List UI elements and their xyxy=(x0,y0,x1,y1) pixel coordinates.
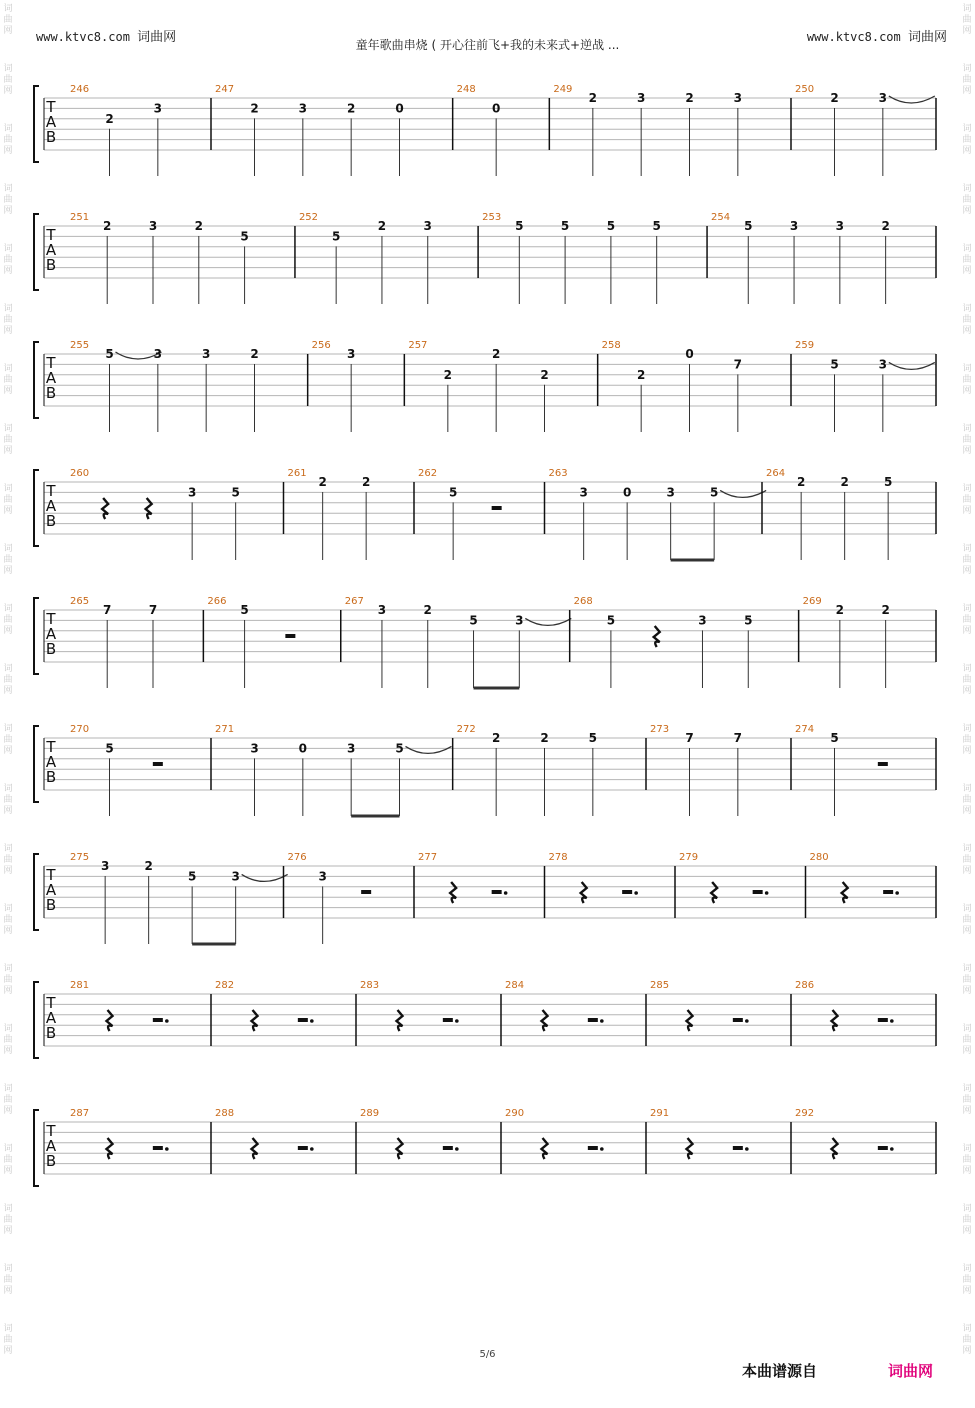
measure-number: 259 xyxy=(795,340,815,351)
fret-number: 2 xyxy=(830,91,839,105)
fret-number: 0 xyxy=(298,741,308,756)
quarter-rest xyxy=(581,882,587,903)
measure-number: 258 xyxy=(601,340,621,351)
measure-number: 256 xyxy=(311,340,331,351)
rest-dot xyxy=(310,1147,314,1151)
tab-clef-letter: B xyxy=(45,640,57,658)
watermark-label: 词 曲 网 xyxy=(3,544,13,576)
rest-dot xyxy=(455,1147,459,1151)
fret-number: 3 xyxy=(636,91,646,105)
fret-number: 3 xyxy=(346,347,356,361)
tab-clef-letter: B xyxy=(45,1152,57,1170)
tab-clef-letter: A xyxy=(45,753,57,771)
watermark-label: 词 曲 网 xyxy=(962,784,972,816)
fret-number: 3 xyxy=(789,219,799,233)
measure-number: 274 xyxy=(795,724,815,735)
watermark-label: 词 曲 网 xyxy=(962,364,972,396)
measure-number: 257 xyxy=(408,340,428,351)
fret-number: 3 xyxy=(698,613,707,628)
watermark-label: 词 曲 网 xyxy=(3,1144,13,1176)
tab-clef-letter: T xyxy=(46,1122,56,1140)
half-rest xyxy=(733,1146,743,1150)
half-rest xyxy=(153,1018,163,1022)
fret-number: 2 xyxy=(881,219,890,233)
quarter-rest xyxy=(397,1010,403,1031)
fret-number: 2 xyxy=(361,475,371,489)
quarter-rest xyxy=(252,1010,258,1031)
quarter-rest xyxy=(397,1138,403,1159)
measure-number: 271 xyxy=(215,724,235,735)
tie-arc xyxy=(889,362,935,369)
measure-number: 289 xyxy=(360,1108,380,1119)
fret-number: 3 xyxy=(878,91,888,105)
tab-clef-letter: A xyxy=(45,241,57,259)
quarter-rest xyxy=(832,1138,838,1159)
watermark-label: 词 曲 网 xyxy=(962,964,972,996)
fret-number: 3 xyxy=(377,603,387,617)
fret-number: 5 xyxy=(709,485,719,500)
fret-number: 3 xyxy=(187,485,197,500)
rest-dot xyxy=(745,1019,749,1023)
fret-number: 3 xyxy=(148,219,158,233)
fret-number: 5 xyxy=(231,485,240,500)
quarter-rest xyxy=(687,1138,693,1159)
tab-clef-letter: T xyxy=(46,738,56,756)
watermark-label: 词 曲 网 xyxy=(3,64,13,96)
watermark-label: 词 曲 网 xyxy=(962,724,972,756)
measure-number: 251 xyxy=(70,212,90,223)
measure-number: 260 xyxy=(70,468,90,479)
system-bracket xyxy=(34,1110,39,1186)
watermark-label: 词 曲 网 xyxy=(3,604,13,636)
measure-number: 288 xyxy=(215,1108,235,1119)
half-rest xyxy=(588,1018,598,1022)
half-rest xyxy=(878,762,888,766)
quarter-rest xyxy=(542,1010,548,1031)
half-rest xyxy=(443,1146,453,1150)
fret-number: 3 xyxy=(298,101,308,116)
measure-number: 255 xyxy=(70,340,90,351)
watermark-label: 词 曲 网 xyxy=(962,1144,972,1176)
fret-number: 2 xyxy=(588,91,598,105)
half-rest xyxy=(588,1146,598,1150)
watermark-label: 词 曲 网 xyxy=(3,1204,13,1236)
fret-number: 2 xyxy=(685,91,694,105)
watermark-label: 词 曲 网 xyxy=(3,844,13,876)
fret-number: 2 xyxy=(443,367,453,382)
quarter-rest xyxy=(102,498,108,519)
watermark-label: 词 曲 网 xyxy=(3,244,13,276)
fret-number: 5 xyxy=(588,731,598,745)
tie-arc xyxy=(720,490,766,497)
fret-number: 2 xyxy=(250,101,259,116)
tab-clef-letter: A xyxy=(45,625,57,643)
fret-number: 2 xyxy=(491,731,501,745)
fret-number: 2 xyxy=(103,219,112,233)
half-rest xyxy=(298,1146,308,1150)
fret-number: 2 xyxy=(540,367,549,382)
fret-number: 3 xyxy=(250,741,259,756)
fret-number: 3 xyxy=(423,219,432,233)
quarter-rest xyxy=(107,1138,113,1159)
fret-number: 3 xyxy=(579,485,588,500)
tab-clef-letter: T xyxy=(46,98,56,116)
header-site-right-name[interactable]: 词曲网 xyxy=(907,30,947,45)
system-bracket xyxy=(34,982,39,1058)
header-site-right-url[interactable]: www.ktvc8.com xyxy=(806,30,901,44)
fret-number: 5 xyxy=(187,869,197,884)
half-rest xyxy=(622,890,632,894)
fret-number: 5 xyxy=(606,613,616,628)
measure-number: 263 xyxy=(548,468,568,479)
system-bracket xyxy=(34,86,39,162)
measure-number: 280 xyxy=(809,852,829,863)
watermark-label: 词 曲 网 xyxy=(3,484,13,516)
fret-number: 7 xyxy=(148,603,158,617)
watermark-label: 词 曲 网 xyxy=(3,364,13,396)
half-rest xyxy=(878,1018,888,1022)
tab-clef-letter: T xyxy=(46,354,56,372)
tab-clef-letter: A xyxy=(45,1137,57,1155)
fret-number: 2 xyxy=(377,219,387,233)
tab-clef-letter: B xyxy=(45,896,57,914)
measure-number: 278 xyxy=(548,852,568,863)
fret-number: 2 xyxy=(194,219,203,233)
quarter-rest xyxy=(687,1010,693,1031)
rest-dot xyxy=(745,1147,749,1151)
fret-number: 3 xyxy=(100,859,110,873)
watermark-label: 词 曲 网 xyxy=(962,664,972,696)
watermark-label: 词 曲 网 xyxy=(962,304,972,336)
system-bracket xyxy=(34,854,39,930)
rest-dot xyxy=(455,1019,459,1023)
quarter-rest xyxy=(832,1010,838,1031)
fret-number: 3 xyxy=(878,357,888,372)
watermark-label: 词 曲 网 xyxy=(962,1324,972,1356)
watermark-label: 词 曲 网 xyxy=(3,4,13,36)
quarter-rest xyxy=(252,1138,258,1159)
quarter-rest xyxy=(711,882,717,903)
fret-number: 5 xyxy=(830,357,839,372)
watermark-label: 词 曲 网 xyxy=(962,904,972,936)
tab-clef-letter: B xyxy=(45,768,57,786)
fret-number: 0 xyxy=(395,101,404,116)
system-bracket xyxy=(34,470,39,546)
tab-clef-letter: T xyxy=(46,610,56,628)
half-rest xyxy=(492,890,502,894)
fret-number: 2 xyxy=(881,603,890,617)
header-site-left-url[interactable]: www.ktvc8.com xyxy=(36,30,130,44)
measure-number: 268 xyxy=(573,596,593,607)
fret-number: 7 xyxy=(685,731,694,745)
watermark-label: 词 曲 网 xyxy=(962,544,972,576)
watermark-label: 词 曲 网 xyxy=(3,304,13,336)
tab-clef-letter: A xyxy=(45,369,57,387)
tab-clef-letter: A xyxy=(45,1009,57,1027)
fret-number: 5 xyxy=(395,741,404,756)
rest-dot xyxy=(165,1019,169,1023)
fret-number: 3 xyxy=(346,741,356,756)
watermark-label: 词 曲 网 xyxy=(3,424,13,456)
measure-number: 254 xyxy=(711,212,731,223)
watermark-label: 词 曲 网 xyxy=(962,1204,972,1236)
rest-dot xyxy=(765,891,769,895)
fret-number: 5 xyxy=(744,613,753,628)
measure-number: 290 xyxy=(505,1108,525,1119)
page-number: 5/6 xyxy=(479,1349,496,1360)
fret-number: 2 xyxy=(491,347,501,361)
fret-number: 3 xyxy=(318,869,327,884)
tab-clef-letter: B xyxy=(45,128,57,146)
tab-clef-letter: B xyxy=(45,384,57,402)
fret-number: 3 xyxy=(231,869,240,884)
watermark-label: 词 曲 网 xyxy=(3,1264,13,1296)
rest-dot xyxy=(165,1147,169,1151)
header-site-left-name[interactable]: 词曲网 xyxy=(137,30,177,45)
watermark-label: 词 曲 网 xyxy=(3,724,13,756)
rest-dot xyxy=(895,891,899,895)
measure-number: 275 xyxy=(70,852,90,863)
measure-number: 267 xyxy=(344,596,364,607)
measure-number: 261 xyxy=(287,468,307,479)
watermark-label: 词 曲 网 xyxy=(962,1264,972,1296)
watermark-label: 词 曲 网 xyxy=(3,124,13,156)
tab-clef-letter: T xyxy=(46,226,56,244)
measure-number: 283 xyxy=(360,980,380,991)
measure-number: 273 xyxy=(650,724,670,735)
fret-number: 5 xyxy=(515,219,524,233)
rest-dot xyxy=(310,1019,314,1023)
fret-number: 5 xyxy=(560,219,570,233)
half-rest xyxy=(285,634,295,638)
quarter-rest xyxy=(654,626,660,647)
watermark-label: 词 曲 网 xyxy=(3,784,13,816)
watermark-label: 词 曲 网 xyxy=(962,844,972,876)
watermark-label: 词 曲 网 xyxy=(3,664,13,696)
watermark-label: 词 曲 网 xyxy=(962,4,972,36)
fret-number: 3 xyxy=(153,101,163,116)
quarter-rest xyxy=(107,1010,113,1031)
rest-dot xyxy=(890,1019,894,1023)
fret-number: 5 xyxy=(105,741,114,756)
measure-number: 292 xyxy=(795,1108,815,1119)
fret-number: 7 xyxy=(733,731,743,745)
measure-number: 284 xyxy=(505,980,525,991)
measure-number: 276 xyxy=(287,852,307,863)
fret-number: 3 xyxy=(515,613,524,628)
rest-dot xyxy=(600,1147,604,1151)
watermark-label: 词 曲 网 xyxy=(962,1024,972,1056)
measure-number: 286 xyxy=(795,980,815,991)
fret-number: 2 xyxy=(540,731,549,745)
measure-number: 264 xyxy=(766,468,786,479)
measure-number: 272 xyxy=(456,724,476,735)
half-rest xyxy=(492,506,502,510)
measure-number: 285 xyxy=(650,980,670,991)
measure-number: 262 xyxy=(418,468,438,479)
source-logo[interactable]: 词曲网 xyxy=(888,1362,934,1380)
watermark-label: 词 曲 网 xyxy=(3,964,13,996)
rest-dot xyxy=(890,1147,894,1151)
measure-number: 249 xyxy=(553,84,573,95)
watermark-label: 词 曲 网 xyxy=(3,904,13,936)
fret-number: 3 xyxy=(153,347,163,361)
fret-number: 0 xyxy=(685,347,694,361)
quarter-rest xyxy=(542,1138,548,1159)
tab-clef-letter: T xyxy=(46,482,56,500)
fret-number: 2 xyxy=(423,603,432,617)
half-rest xyxy=(361,890,371,894)
fret-number: 5 xyxy=(652,219,661,233)
fret-number: 2 xyxy=(318,475,327,489)
half-rest xyxy=(883,890,893,894)
page-title: 童年歌曲串烧 ( 开心往前飞+我的未来式+逆战 ... xyxy=(355,38,620,52)
tab-clef-letter: B xyxy=(45,512,57,530)
watermark-label: 词 曲 网 xyxy=(3,1024,13,1056)
watermark-label: 词 曲 网 xyxy=(962,484,972,516)
fret-number: 2 xyxy=(636,367,646,382)
rest-dot xyxy=(600,1019,604,1023)
fret-number: 5 xyxy=(240,229,249,244)
fret-number: 5 xyxy=(240,603,249,617)
fret-number: 2 xyxy=(835,603,845,617)
tie-arc xyxy=(242,874,288,881)
tab-clef-letter: T xyxy=(46,866,56,884)
fret-number: 2 xyxy=(144,859,153,873)
measure-number: 291 xyxy=(650,1108,670,1119)
watermark-label: 词 曲 网 xyxy=(962,244,972,276)
fret-number: 5 xyxy=(744,219,753,233)
measure-number: 252 xyxy=(298,212,319,223)
fret-number: 0 xyxy=(622,485,632,500)
measure-number: 248 xyxy=(456,84,476,95)
system-bracket xyxy=(34,726,39,802)
fret-number: 5 xyxy=(883,475,893,489)
fret-number: 7 xyxy=(103,603,112,617)
measure-number: 282 xyxy=(215,980,235,991)
fret-number: 3 xyxy=(666,485,675,500)
fret-number: 2 xyxy=(346,101,356,116)
quarter-rest xyxy=(450,882,456,903)
watermark-label: 词 曲 网 xyxy=(3,184,13,216)
half-rest xyxy=(443,1018,453,1022)
measure-number: 265 xyxy=(70,596,90,607)
measure-number: 270 xyxy=(70,724,90,735)
measure-number: 250 xyxy=(795,84,815,95)
quarter-rest xyxy=(146,498,152,519)
watermark-label: 词 曲 网 xyxy=(962,604,972,636)
system-bracket xyxy=(34,214,39,290)
measure-number: 277 xyxy=(418,852,438,863)
fret-number: 5 xyxy=(331,229,341,244)
measure-number: 253 xyxy=(482,212,502,223)
fret-number: 0 xyxy=(491,101,501,116)
measure-number: 279 xyxy=(679,852,699,863)
tab-clef-letter: A xyxy=(45,113,57,131)
watermark-label: 词 曲 网 xyxy=(962,64,972,96)
source-label: 本曲谱源自 xyxy=(742,1362,818,1380)
tab-clef-letter: A xyxy=(45,881,57,899)
fret-number: 2 xyxy=(105,111,114,126)
tab-clef-letter: T xyxy=(46,994,56,1012)
watermark-label: 词 曲 网 xyxy=(962,124,972,156)
half-rest xyxy=(878,1146,888,1150)
watermark-label: 词 曲 网 xyxy=(962,1084,972,1116)
rest-dot xyxy=(634,891,638,895)
tab-clef-letter: B xyxy=(45,256,57,274)
rest-dot xyxy=(504,891,508,895)
half-rest xyxy=(298,1018,308,1022)
measure-number: 269 xyxy=(802,596,822,607)
measure-number: 246 xyxy=(70,84,90,95)
fret-number: 2 xyxy=(250,347,259,361)
fret-number: 5 xyxy=(105,347,114,361)
system-bracket xyxy=(34,598,39,674)
half-rest xyxy=(753,890,763,894)
watermark-label: 词 曲 网 xyxy=(962,424,972,456)
watermark-label: 词 曲 网 xyxy=(3,1324,13,1356)
fret-number: 2 xyxy=(840,475,849,489)
quarter-rest xyxy=(842,882,848,903)
measure-number: 247 xyxy=(215,84,235,95)
fret-number: 3 xyxy=(733,91,743,105)
half-rest xyxy=(153,762,163,766)
measure-number: 287 xyxy=(70,1108,90,1119)
half-rest xyxy=(733,1018,743,1022)
fret-number: 5 xyxy=(830,731,839,745)
fret-number: 3 xyxy=(835,219,845,233)
fret-number: 2 xyxy=(796,475,806,489)
watermark-label: 词 曲 网 xyxy=(962,184,972,216)
fret-number: 7 xyxy=(733,357,743,372)
tab-clef-letter: A xyxy=(45,497,57,515)
tie-arc xyxy=(889,96,935,103)
measure-number: 281 xyxy=(70,980,90,991)
tie-arc xyxy=(406,746,452,753)
measure-number: 266 xyxy=(207,596,227,607)
fret-number: 5 xyxy=(606,219,616,233)
tab-clef-letter: B xyxy=(45,1024,57,1042)
fret-number: 3 xyxy=(201,347,211,361)
watermark-label: 词 曲 网 xyxy=(3,1084,13,1116)
system-bracket xyxy=(34,342,39,418)
fret-number: 5 xyxy=(448,485,458,500)
fret-number: 5 xyxy=(469,613,478,628)
half-rest xyxy=(153,1146,163,1150)
tie-arc xyxy=(525,618,571,625)
